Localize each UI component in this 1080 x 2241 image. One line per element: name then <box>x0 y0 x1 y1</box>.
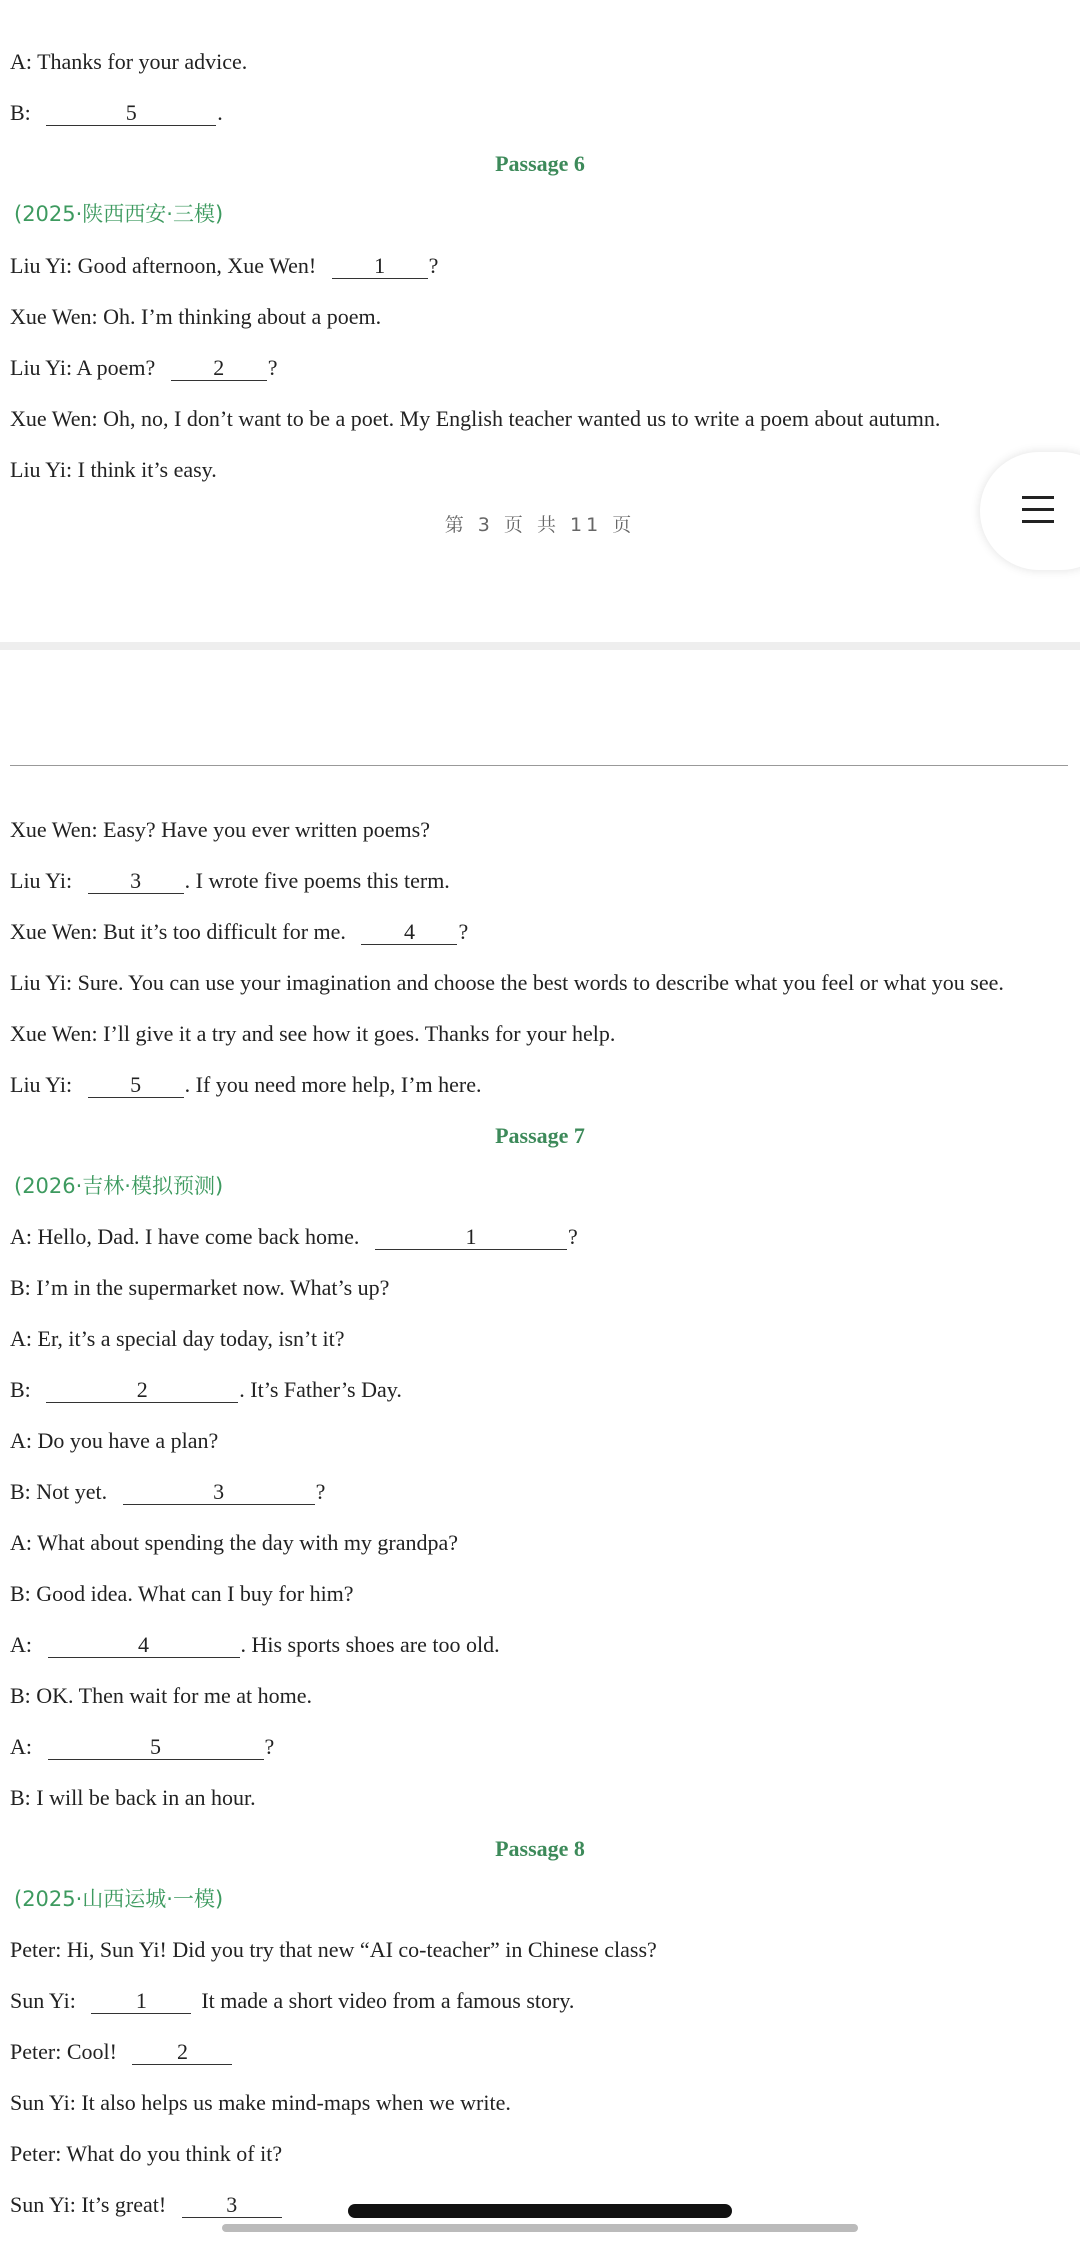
dialogue-line: Xue Wen: Easy? Have you ever written poems? <box>10 817 430 842</box>
source-tag: (2025·陕西西安·三模) <box>14 202 224 226</box>
dialogue-line: Liu Yi: 3 . I wrote five poems this term. <box>10 868 450 893</box>
dialogue-line: A: Er, it’s a special day today, isn’t it? <box>10 1326 345 1351</box>
dialogue-line: Sun Yi: It’s great! 3 <box>10 2191 283 2219</box>
dialogue-line: Peter: Cool! 2 <box>10 2038 233 2066</box>
dialogue-line: B: I’m in the supermarket now. What’s up? <box>10 1275 390 1300</box>
page-number: 第 3 页 共 11 页 <box>444 514 636 536</box>
menu-button[interactable] <box>980 452 1080 570</box>
dialogue-line: Liu Yi: 5 . If you need more help, I’m here. <box>10 1072 482 1097</box>
dialogue-line: A: Do you have a plan? <box>10 1428 219 1453</box>
dialogue-line: B: Not yet. 3 ? <box>10 1479 326 1504</box>
passage-title: Passage 8 <box>495 1836 585 1861</box>
answer-blank[interactable]: 4 <box>361 920 457 945</box>
home-indicator[interactable] <box>348 2204 732 2218</box>
dialogue-line: Xue Wen: Oh, no, I don’t want to be a poet. My English teacher wanted us to write a poem about autumn. <box>10 406 941 431</box>
answer-blank[interactable]: 2 <box>46 1378 238 1403</box>
dialogue-line: Xue Wen: I’ll give it a try and see how it goes. Thanks for your help. <box>10 1021 616 1046</box>
passage-title: Passage 7 <box>495 1123 585 1148</box>
dialogue-line: Liu Yi: Sure. You can use your imagination and choose the best words to describe what you feel or what you see. <box>10 970 1004 995</box>
page-separator <box>0 642 1080 650</box>
answer-blank[interactable]: 5 <box>48 1735 264 1760</box>
dialogue-line: B: OK. Then wait for me at home. <box>10 1683 313 1708</box>
passage-title: Passage 6 <box>495 151 585 176</box>
dialogue-line: Sun Yi: It also helps us make mind-maps when we write. <box>10 2090 511 2115</box>
dialogue-line: A: Hello, Dad. I have come back home. 1 ? <box>10 1224 578 1249</box>
dialogue-line: A: 5 ? <box>10 1734 275 1759</box>
answer-blank[interactable]: 1 <box>91 1989 191 2014</box>
answer-blank[interactable]: 1 <box>332 254 428 279</box>
answer-blank[interactable]: 3 <box>182 2193 282 2218</box>
source-tag: (2026·吉林·模拟预测) <box>14 1174 224 1198</box>
dialogue-line: B: 2 . It’s Father’s Day. <box>10 1377 402 1402</box>
answer-blank[interactable]: 3 <box>123 1480 315 1505</box>
dialogue-line: Liu Yi: Good afternoon, Xue Wen! 1 ? <box>10 253 439 278</box>
dialogue-line: Peter: Hi, Sun Yi! Did you try that new “AI co-teacher” in Chinese class? <box>10 1937 657 1962</box>
header-rule <box>10 765 1068 766</box>
answer-blank[interactable]: 3 <box>88 869 184 894</box>
source-tag: (2025·山西运城·一模) <box>14 1887 224 1911</box>
dialogue-line: B: 5 . <box>10 100 223 125</box>
dialogue-line: Sun Yi: 1 It made a short video from a famous story. <box>10 1988 575 2013</box>
dialogue-line: Liu Yi: A poem? 2 ? <box>10 355 278 380</box>
dialogue-line: B: Good idea. What can I buy for him? <box>10 1581 354 1606</box>
answer-blank[interactable]: 5 <box>88 1073 184 1098</box>
dialogue-line: Liu Yi: I think it’s easy. <box>10 457 217 482</box>
horizontal-scrollbar[interactable] <box>222 2224 858 2232</box>
dialogue-line: A: What about spending the day with my grandpa? <box>10 1530 459 1555</box>
answer-blank[interactable]: 2 <box>171 356 267 381</box>
answer-blank[interactable]: 1 <box>375 1225 567 1250</box>
dialogue-line: Xue Wen: Oh. I’m thinking about a poem. <box>10 304 382 329</box>
answer-blank[interactable]: 5 <box>46 101 216 126</box>
dialogue-line: B: I will be back in an hour. <box>10 1785 256 1810</box>
dialogue-line: Peter: What do you think of it? <box>10 2141 283 2166</box>
answer-blank[interactable]: 2 <box>132 2040 232 2065</box>
dialogue-line: Xue Wen: But it’s too difficult for me. 4 ? <box>10 919 469 944</box>
answer-blank[interactable]: 4 <box>48 1633 240 1658</box>
dialogue-line: A: 4 . His sports shoes are too old. <box>10 1632 500 1657</box>
dialogue-line: A: Thanks for your advice. <box>10 49 248 74</box>
